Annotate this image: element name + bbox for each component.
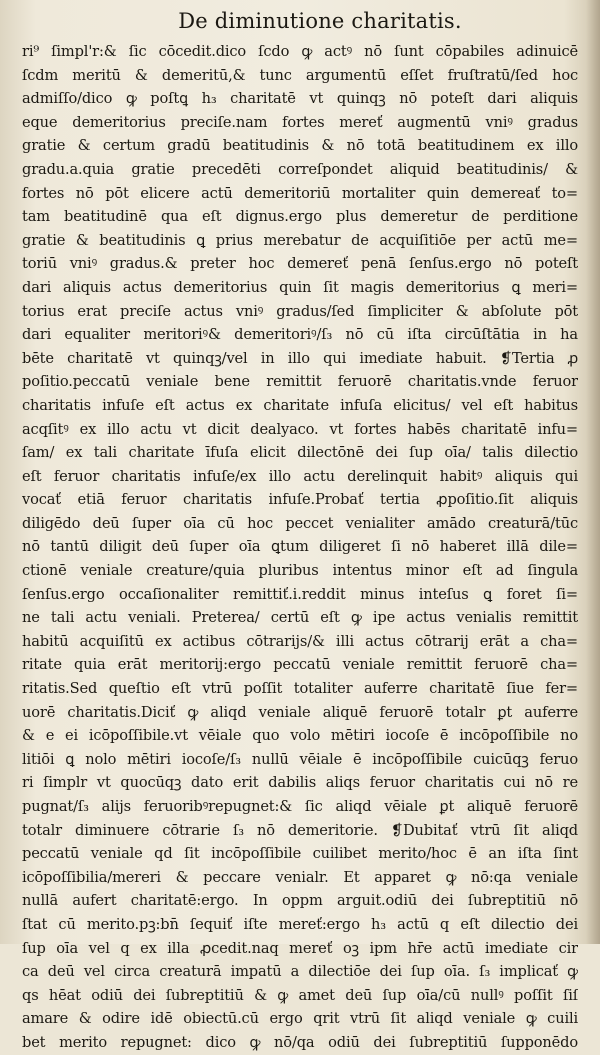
text-line: vocať etiā feruor charitatis infuſe.Probať tertia ꝓpoſitio.ſit aliquis	[22, 491, 578, 509]
text-line: icōpoſſibilia/mereri & peccare venialr. Et apparet ꝙ nō:qa veniale	[22, 868, 578, 886]
text-line: ritate quia erāt meritorij:ergo peccatū veniale remittit feruorē cha=	[22, 656, 578, 674]
text-line: qs hēat odiū dei ſubreptitiū & ꝙ amet deū ſup oīa/cū nullꝰ poſſit ſiſ	[22, 986, 578, 1004]
text-line: totalr diminuere cōtrarie ſ₃ nō demeritorie. ❡Dubitať vtrū ſit aliqd	[22, 821, 578, 839]
text-line: diligēdo deū ſuper oīa cū hoc peccet venialiter amādo creaturā/tūc	[22, 514, 578, 532]
text-line: admiſſo/dico ꝙ poſtꝗ h₃ charitatē vt quinqꝫ nō poteſt dari aliquis	[22, 90, 578, 108]
text-line: ſenſus.ergo occaſionaliter remittiť.i.reddit minus inteſus ꝗ foret ſi=	[22, 585, 578, 603]
text-line: acqſitꝰ ex illo actu vt dicit dealyaco. vt fortes habēs charitatē infu=	[22, 420, 578, 438]
text-line: torius erat preciſe actus vniꝰ gradus/ſed ſimpliciter & abſolute pōt	[22, 302, 578, 320]
running-head: De diminutione charitatis.	[178, 9, 462, 33]
text-line: peccatū veniale qd ſit incōpoſſibile cuilibet merito/hoc ē an iſta ſint	[22, 845, 578, 863]
text-line: dari aliquis actus demeritorius quin ſit magis demeritorius ꝗ meri=	[22, 278, 578, 296]
text-line: ctionē veniale creature/quia pluribus intentus minor eſt ad ſingula	[22, 562, 578, 580]
text-line: litiōi ꝗ nolo mētiri iocoſe/ſ₃ nullū vēiale ē incōpoſſibile cuicūqꝫ feruo	[22, 750, 578, 768]
text-line: pugnat/ſ₃ alijs feruoribꝰrepugnet:& ſic aliqd vēiale ꝑt aliquē feruorē	[22, 798, 578, 815]
page-edge-shadow	[586, 0, 600, 944]
text-line: eque demeritorius preciſe.nam fortes mereť augmentū vniꝰ gradus	[22, 113, 578, 131]
text-line: nō tantū diligit deū ſuper oīa ꝗtum diligeret ſi nō haberet illā dile=	[22, 538, 578, 556]
text-line: amare & odire idē obiectū.cū ergo qrit vtrū ſit aliqd veniale ꝙ cuili	[22, 1010, 578, 1028]
text-line: gradu.a.quia gratie precedēti correſpondet aliquid beatitudinis/ &	[22, 160, 578, 178]
text-line: ri ſimplr vt quocūqꝫ dato erit dabilis aliqs feruor charitatis cui nō re	[22, 774, 578, 792]
text-line: habitū acquiſitū ex actibus cōtrarijs/& illi actus cōtrarij erāt a cha=	[22, 632, 578, 650]
text-line: charitatis infuſe eſt actus ex charitate infuſa elicitus/ vel eſt habitus	[22, 396, 578, 414]
printed-page	[22, 6, 578, 1051]
text-line: & e ei icōpoſſibile.vt vēiale quo volo mētiri iocoſe ē incōpoſſibile no	[22, 727, 578, 745]
text-line: bet merito repugnet: dico ꝙ nō/qa odiū dei ſubreptitiū ſupponēdo	[22, 1033, 578, 1051]
text-line: ne tali actu veniali. Preterea/ certū eſt ꝙ ipe actus venialis remittit	[22, 609, 578, 627]
text-line: ca deū vel circa creaturā impatū a dilectiōe dei ſup oīa. ſ₃ implicať ꝙ	[22, 963, 578, 981]
text-line: ſcdm meritū & demeritū,& tunc argumentū eſſet fruſtratū/ſed hoc	[22, 66, 578, 84]
text-line: ſtat cū merito.pꝫ:bn̄ ſequiť iſte mereť:ergo h₃ actū q eſt dilectio dei	[22, 915, 578, 933]
text-line: ri⁹ ſimpl'r:& ſic cōcedit.dico ſcdo ꝙ actꝰ nō ſunt cōpabiles adinuicē	[22, 43, 578, 60]
text-line: eſt feruor charitatis infuſe/ex illo actu derelinquit habitꝰ aliquis qui	[22, 467, 578, 485]
text-line: ritatis.Sed queſtio eſt vtrū poſſit totaliter auferre charitatē ſiue fer=	[22, 680, 578, 698]
text-line: toriū vniꝰ gradus.& preter hoc demereť penā ſenſus.ergo nō poteſt	[22, 255, 578, 273]
text-line: fortes nō pōt elicere actū demeritoriū mortaliter quin demereať to=	[22, 184, 578, 202]
text-line: poſitio.peccatū veniale bene remittit feruorē charitatis.vnde feruor	[22, 373, 578, 391]
body-text	[22, 40, 578, 1055]
text-line: uorē charitatis.Diciť ꝙ aliqd veniale aliquē feruorē totalr ꝑt auferre	[22, 703, 578, 721]
text-line: bēte charitatē vt quinqꝫ/vel in illo qui imediate habuit. ❡Tertia ꝓ	[22, 349, 578, 367]
text-line: ſam/ ex tali charitate īfuſa elicit dilectōnē dei ſup oīa/ talis dilectio	[22, 444, 578, 462]
text-line: nullā aufert charitatē:ergo. In oppm arguit.odiū dei ſubreptitiū nō	[22, 892, 578, 910]
text-line: dari equaliter meritoriꝰ& demeritoriꝰ/ſ₃ nō cū iſta circūſtātia in ha	[22, 326, 578, 344]
text-line: tam beatitudinē qua eſt dignus.ergo plus demeretur de perditione	[22, 208, 578, 226]
text-line: gratie & certum gradū beatitudinis & nō totā beatitudinem ex illo	[22, 137, 578, 155]
text-line: gratie & beatitudinis ꝗ prius merebatur de acquiſitiōe per actū me=	[22, 231, 578, 249]
text-line: ſup oīa vel q ex illa ꝓcedit.naq mereť oꝫ ipm hr̄e actū imediate cir	[22, 939, 578, 957]
